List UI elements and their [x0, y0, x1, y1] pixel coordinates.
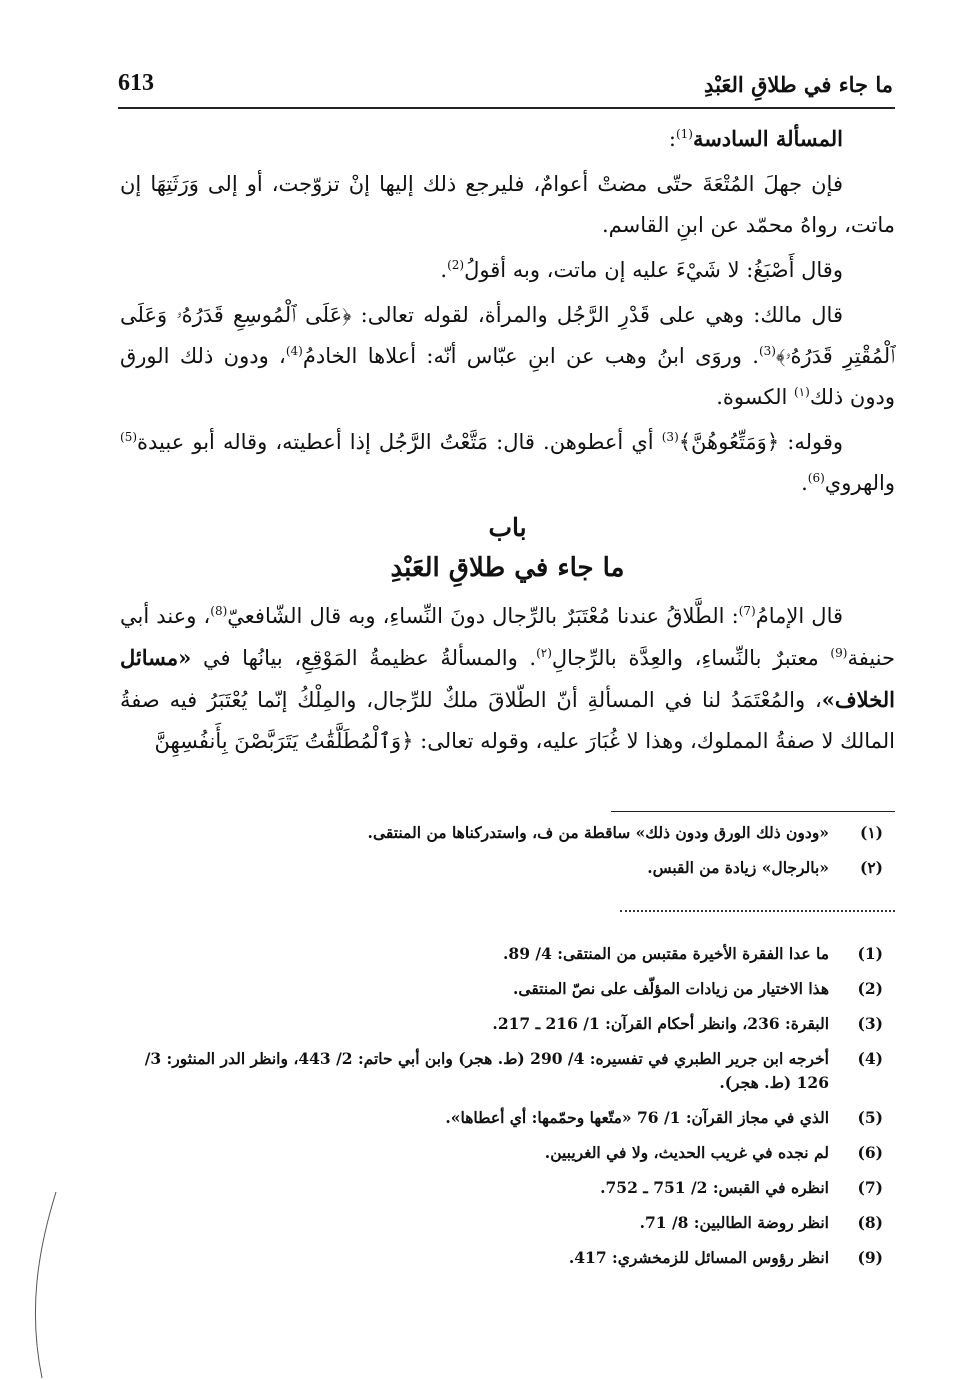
footnote: (3) البقرة: 236، وانظر أحكام القرآن: 1/ 216 ـ 217. [492, 1014, 883, 1033]
footnote: (١) «ودون ذلك الورق ودون ذلك» ساقطة من ف، واستدركناها من المنتقى. [367, 823, 883, 842]
paragraph: فإن جهلَ المُتْعَةَ حتّى مضتْ أعوامٌ، فليرجع ذلك إليها إنْ تزوّجت، أو إلى وَرَثَتِهَا إن ماتت، رواهُ محمّد عن ابنِ القاسم. [120, 172, 895, 237]
paragraph: قال الإمامُ$^{(7)}$: الطَّلاقُ عندنا مُعْتَبَرٌ بالرِّجال دونَ النِّساءِ، وبه قال الشّافعيّ$^{(8)}$، وعند أبي حنيفة$^{(9)}$ معتبرٌ بالنِّساءِ، والعِدَّة بالرِّجالِ$^{(٢)}$. والمسألةُ عظيمةُ المَوْقِعِ، بيانُها في «مسائل الخلاف»، والمُعْتَمَدُ لنا في المسألةِ أنّ الطّلاقَ ملكٌ للرِّجال، والمِلْكُ إنّما يُعْتَبَرُ فيه صفةُ المالك لا صفةُ المملوك، وهذا لا غُبَارَ عليه، وقوله تعالى: ﴿وَٱلْمُطَلَّقَٰتُ يَتَرَبَّصْنَ بِأَنفُسِهِنَّ [120, 604, 895, 753]
chapter-heading-label: باب [488, 513, 527, 542]
footnote-rule [611, 811, 895, 812]
paragraph: وقال أَصْبَغُ: لا شَيْءَ عليه إن ماتت، وبه أقولُ$^{(2)}$. [440, 258, 843, 282]
footnote: (7) انظره في القبس: 2/ 751 ـ 752. [600, 1178, 883, 1197]
footnote: (5) الذي في مجاز القرآن: 1/ 76 «متّعها وحمّمها: أي أعطاها». [445, 1108, 883, 1127]
scan-margin-line [18, 1190, 58, 1380]
paragraph: قال مالك: وهي على قَدْرِ الرَّجُل والمرأة، لقوله تعالى: ﴿عَلَى ٱلْمُوسِعِ قَدَرُهُۥ وَعَلَى ٱلْمُقْتِرِ قَدَرُهُۥ﴾$^{(3)}$. وروَى ابنُ وهب عن ابنِ عبّاس أنّه: أعلاها الخادمُ$^{(4)}$، ودون ذلك الورق ودون ذلك$^{(١)}$ الكسوة. [120, 303, 895, 409]
main-text [120, 118, 895, 766]
issue-title: المسألة السادسة$^{(1)}$: [668, 126, 843, 151]
footnote: (2) هذا الاختيار من زيادات المؤلّف على نصّ المنتقى. [513, 979, 883, 998]
footnote: (٢) «بالرجال» زيادة من القبس. [647, 858, 883, 877]
source-footnotes [118, 942, 895, 1281]
paragraph: وقوله: ﴿وَمَتِّعُوهُنَّ﴾$^{(3)}$ أي أعطوهن. قال: مَتَّعْتُ الرَّجُل إذا أعطيته، وقاله أبو عبيدة$^{(5)}$ والهروي$^{(6)}$. [120, 430, 895, 495]
chapter-heading-title: ما جاء في طلاقِ العَبْدِ [390, 553, 625, 583]
footnote: (4) أخرجه ابن جرير الطبري في تفسيره: 4/ 290 (ط. هجر) وابن أبي حاتم: 2/ 443، وانظر الدر المنثور: 3/ 126 (ط. هجر). [144, 1049, 883, 1092]
running-title: ما جاء في طلاقِ العَبْدِ [704, 72, 893, 97]
header-rule [118, 107, 895, 109]
page-number: 613 [118, 70, 154, 96]
footnote: (9) انظر رؤوس المسائل للزمخشري: 417. [568, 1248, 883, 1267]
dotted-separator [620, 910, 895, 914]
footnote: (8) انظر روضة الطالبين: 8/ 71. [639, 1213, 883, 1232]
page-header [118, 70, 893, 110]
editorial-footnotes [118, 821, 895, 891]
footnote: (1) ما عدا الفقرة الأخيرة مقتبس من المنتقى: 4/ 89. [503, 944, 883, 963]
footnote: (6) لم نجده في غريب الحديث، ولا في الغريبين. [544, 1143, 883, 1162]
